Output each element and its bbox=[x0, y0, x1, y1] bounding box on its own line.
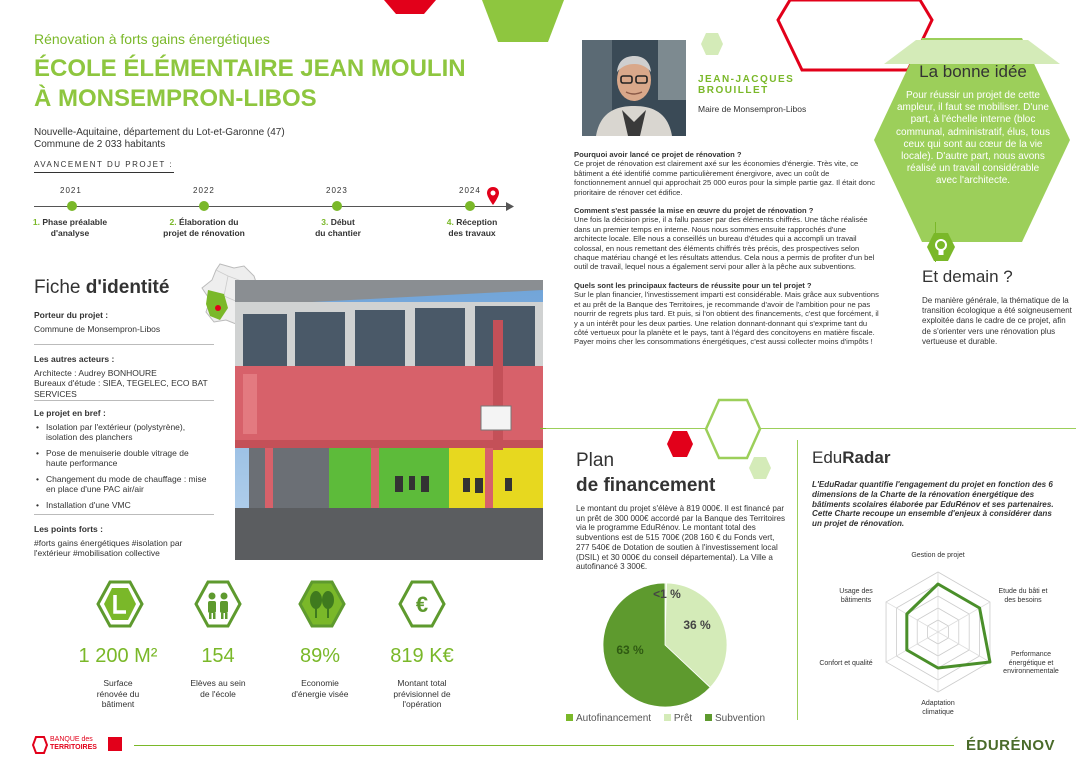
list-item: • Installation d'une VMC bbox=[34, 500, 212, 511]
edurenov-logo: ÉDURÉNOV bbox=[966, 737, 1056, 754]
stat-label: Surface rénovée du bâtiment bbox=[96, 678, 140, 709]
divider bbox=[546, 428, 1076, 429]
radar-axis bbox=[938, 632, 990, 662]
page-title: ÉCOLE ÉLÉMENTAIRE JEAN MOULIN À MONSEMPRON-LIBOS bbox=[34, 55, 466, 112]
financing-pie-chart bbox=[600, 580, 730, 710]
pie-data-label: 63 % bbox=[616, 643, 644, 657]
stat-label: Montant total prévisionnel de l'opération bbox=[393, 678, 451, 709]
timeline-phase: 3. Début du chantier bbox=[315, 217, 361, 238]
pie-legend bbox=[566, 713, 775, 724]
radar-axis-label: Performance énergétique et environnementale bbox=[1003, 651, 1059, 675]
trees-icon bbox=[298, 580, 346, 628]
location-info: Nouvelle-Aquitaine, département du Lot-et-Garonne (47) Commune de 2 033 habitants bbox=[34, 127, 285, 150]
timeline-dot bbox=[465, 201, 475, 211]
timeline-year: 2023 bbox=[326, 186, 348, 195]
list-item: • Isolation par l'extérieur (polystyrène), isolation des planchers bbox=[34, 422, 212, 443]
plan-text: Le montant du projet s'élève à 819 000€. Il est financé par un prêt de 300 000€ accordé par la Banque des Territoires via le programme EduRénov. Le montant total des subventions est de 515 700€ (208 160 € du Fonds vert, 277 540€ de Dotation de soutien à l'investissement local (DSIL) et 30 000€ du conseil départemental). La Ville a autofinancé 3 300€. bbox=[576, 504, 786, 572]
interview-block: Pourquoi avoir lancé ce projet de rénovation ? Ce projet de rénovation est clairement axé sur les économies d'énergie. Très vite, ce bâtiment a été identifié comme particulièrement énergivore, avec un coût de fonctionnement annuel qui approchait 25 000 euros pour la simple partie gaz. Il était donc prioritaire de rénover cet édifice. bbox=[574, 150, 875, 197]
radar-axis-label: Gestion de projet bbox=[911, 552, 965, 559]
timeline-year: 2024 bbox=[459, 186, 481, 195]
bdt-logo-icon bbox=[32, 736, 48, 754]
stat-value: 89% bbox=[299, 645, 341, 667]
divider bbox=[34, 344, 214, 345]
svg-text:€: € bbox=[415, 592, 429, 617]
euro-icon bbox=[398, 580, 446, 628]
green-hexagon-decoration bbox=[700, 32, 724, 56]
cdc-logo-icon bbox=[108, 737, 122, 751]
lightbulb-icon bbox=[926, 232, 956, 262]
green-hexagon-decoration bbox=[478, 0, 568, 46]
stat-value: 1 200 M² bbox=[78, 645, 158, 667]
legend-item: Autofinancement bbox=[566, 713, 651, 724]
identity-title: Fiche d'identité bbox=[34, 277, 170, 298]
pie-data-label: 36 % bbox=[683, 618, 711, 632]
divider bbox=[34, 514, 214, 515]
progress-label: AVANCEMENT DU PROJET : bbox=[34, 160, 174, 169]
legend-item: Prêt bbox=[664, 713, 692, 724]
radar-axis-label: Etude du bâti et des besoins bbox=[998, 588, 1048, 604]
radar-title: EduRadar bbox=[812, 448, 891, 467]
acteurs-block: Les autres acteurs : Architecte : Audrey BONHOURE Bureaux d'étude : SIEA, TEGELEC, ECO BAT SERVICES bbox=[34, 354, 208, 399]
interview bbox=[574, 150, 880, 356]
students-icon bbox=[194, 580, 242, 628]
timeline-phase: 1. Phase préalable d'analyse bbox=[32, 217, 108, 238]
radar-axis-label: Confort et qualité bbox=[819, 660, 873, 667]
timeline-phase: 4. Réception des travaux bbox=[446, 217, 498, 238]
mayor-name: JEAN-JACQUES BROUILLET bbox=[698, 74, 795, 96]
school-photo bbox=[235, 280, 543, 560]
demain-title: Et demain ? bbox=[922, 267, 1013, 286]
radar-axis bbox=[886, 602, 938, 632]
pie-data-label: <1 % bbox=[653, 587, 681, 601]
timeline-dot bbox=[199, 201, 209, 211]
timeline-year: 2022 bbox=[193, 186, 215, 195]
divider bbox=[34, 400, 214, 401]
footer-divider bbox=[134, 745, 954, 746]
timeline-year: 2021 bbox=[60, 186, 82, 195]
timeline-dot bbox=[67, 201, 77, 211]
idea-text: Pour réussir un projet de cette ampleur, il faut se mobiliser. D'une part, à l'échelle interne (bloc communal, administratif, élus, tous ceux qui sont au cœur de la vie locale). D'autre part, nous avons réalisé un travail considérable avec l'architecte. bbox=[896, 90, 1050, 187]
bref-block: Le projet en bref : • Isolation par l'extérieur (polystyrène), isolation des planchers • Pose de menuiserie double vitrage de haute performance • Changement du mode de chauffage : mise en place d'une PAC air/air • Installation d'une VMC bbox=[34, 408, 212, 515]
list-item: • Changement du mode de chauffage : mise en place d'une PAC air/air bbox=[34, 474, 212, 495]
stat-value: 819 K€ bbox=[390, 645, 454, 667]
bdt-logo: BANQUE des TERRITOIRES bbox=[50, 736, 97, 751]
radar-axis-label: Usage des bâtiments bbox=[839, 588, 873, 604]
legend-item: Subvention bbox=[705, 713, 765, 724]
stat-value: 154 bbox=[201, 645, 235, 667]
interview-block: Comment s'est passée la mise en œuvre du projet de rénovation ? Une fois la décision prise, il a fallu passer par des éléments chiffrés. Une tâche réalisée dans un premier temps en interne. Nous nous sommes ensuite rapprochés d'une architecte locale. Elle nous a conseillés un bureau d'études qui a accompli un travail colossal, en nous remettant des éléments chiffrés très précis, des prospectives selon chaque matériau changé et les résultats attendus. Cela nous a permis de profiter d'un bel outil de travail, lequel nous a également servi pour aller à la pêche aux subventions. bbox=[574, 206, 875, 272]
stat-label: Economie d'énergie visée bbox=[291, 678, 349, 699]
interview-block: Quels sont les principaux facteurs de réussite pour un tel projet ? Sur le plan financier, l'investissement imparti est considérable. Mais grâce aux subventions et au prêt de la Banque des Territoires, je recommande d'avoir de l'ambition pour ne pas nourrir de regrets plus tard. Et puis, si l'on obtient des financements, c'est que forcément, il y a un intérêt pour les deux parties. Une relation donnant-donnant qui s'exprime tant du côté vertueux pour la planète et le pays, tant à l'égard des concitoyens en matière fiscale. Payer moins cher les consommations énergétiques, c'est aussi collecter moins d'impôts ! bbox=[574, 280, 879, 347]
porteur-block: Porteur du projet : Commune de Monsempron-Libos bbox=[34, 310, 161, 334]
plan-title: Plan de financement bbox=[576, 450, 716, 496]
list-item: • Pose de menuiserie double vitrage de haute performance bbox=[34, 448, 212, 469]
stat-label: Elèves au sein de l'école bbox=[190, 678, 246, 699]
radar-axis-label: Adaptation climatique bbox=[921, 700, 955, 716]
forts-block: Les points forts : #forts gains énergétiques #isolation par l'extérieur #mobilisation collective bbox=[34, 524, 183, 558]
radar-axis bbox=[886, 632, 938, 662]
project-kicker: Rénovation à forts gains énergétiques bbox=[34, 31, 270, 47]
timeline-phase: 2. Élaboration du projet de rénovation bbox=[163, 217, 245, 238]
arrow-right-icon bbox=[506, 202, 514, 211]
edu-radar-chart bbox=[868, 560, 1008, 708]
timeline-line bbox=[34, 206, 510, 207]
demain-text: De manière générale, la thématique de la transition écologique a été soigneusement exploitée dans le cadre de ce projet, afin de s'orienter vers une rénovation plus vertueuse et durable. bbox=[922, 296, 1072, 346]
green-hexagon-decoration bbox=[748, 456, 772, 480]
mayor-portrait bbox=[582, 40, 686, 136]
red-hexagon-decoration bbox=[380, 0, 440, 16]
divider bbox=[34, 172, 174, 173]
mayor-role: Maire de Monsempron-Libos bbox=[698, 104, 807, 114]
surface-icon bbox=[96, 580, 144, 628]
timeline-dot bbox=[332, 201, 342, 211]
divider bbox=[797, 440, 798, 720]
location-pin-icon bbox=[486, 186, 500, 206]
idea-title: La bonne idée bbox=[919, 62, 1027, 81]
radar-text: L'EduRadar quantifie l'engagement du projet en fonction des 6 dimensions de la Charte de la rénovation énergétique des bâtiments scolaires élaborée par EduRénov et ses partenaires. Cette Charte recoupe un ensemble d'enjeux à considérer dans un projet de rénovation. bbox=[812, 480, 1054, 529]
